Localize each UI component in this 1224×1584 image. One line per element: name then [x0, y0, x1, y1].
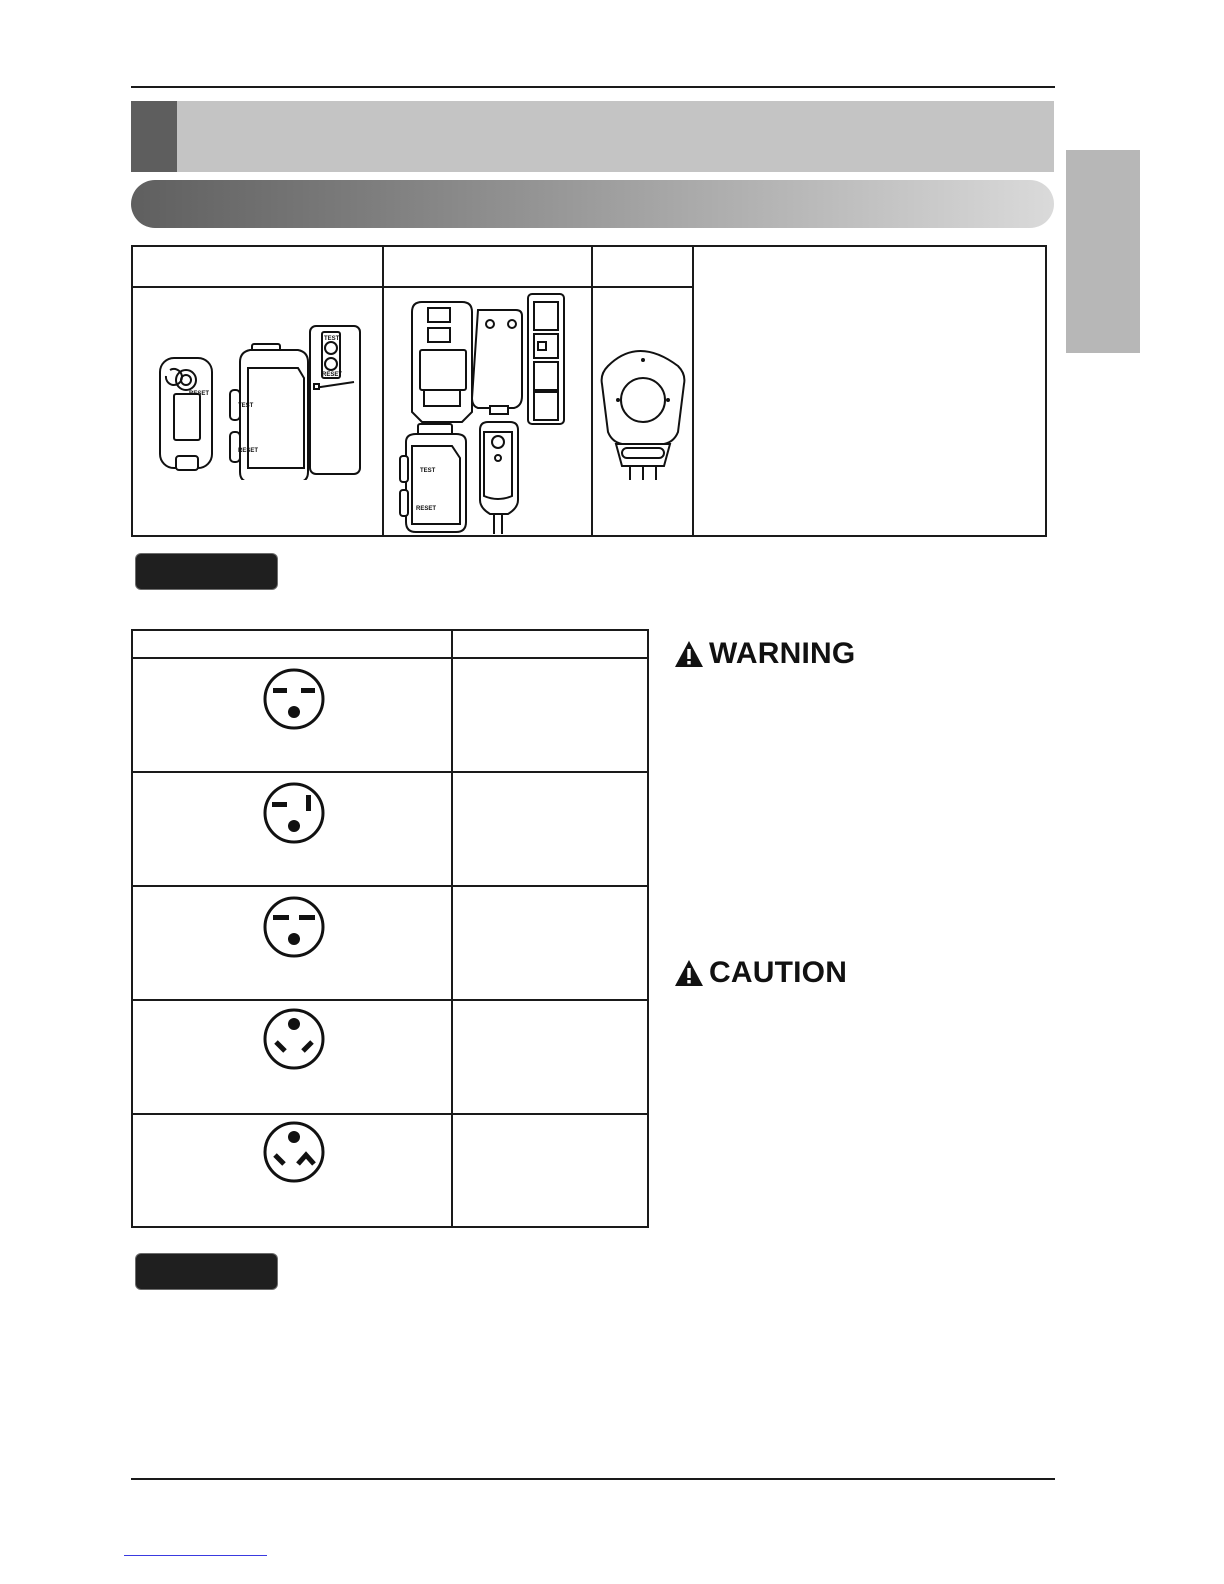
small-gfci-device [160, 358, 212, 470]
receptacle-table-header-rule [131, 657, 649, 659]
gfci-devices-group-2 [398, 292, 588, 534]
strip-gfci-device [528, 294, 564, 424]
receptacle-icon-4 [262, 1007, 326, 1071]
receptacle-table-row-rule-2 [131, 885, 649, 887]
note-label-tag-2 [136, 1254, 277, 1289]
note-label-tag-1 [136, 554, 277, 589]
device-table-header-rule [131, 286, 694, 288]
slim-gfci-device [472, 310, 522, 414]
receptacle-table [131, 629, 649, 1228]
receptacle-icon-2 [262, 781, 326, 845]
svg-text:TEST: TEST [238, 403, 254, 409]
warning-triangle-icon [674, 959, 704, 987]
receptacle-icon-5 [262, 1120, 326, 1184]
section-header-block [131, 101, 177, 172]
tall-gfci-device [412, 302, 472, 422]
top-rule [131, 86, 1055, 88]
caution-title: CAUTION [709, 956, 848, 989]
svg-text:RESET: RESET [238, 448, 259, 454]
warning-triangle-icon [674, 640, 704, 668]
gfci-devices-group-1 [152, 320, 377, 480]
gfci-plug-adapter [596, 330, 690, 480]
svg-text:RESET: RESET [189, 391, 210, 397]
svg-text:RESET: RESET [322, 372, 343, 378]
warning-title: WARNING [709, 637, 856, 670]
section-header-bar [131, 101, 1054, 172]
device-table-divider-3 [692, 245, 694, 537]
side-thumb-tab [1066, 150, 1140, 353]
warning-heading [674, 636, 855, 672]
receptacle-table-row-rule-3 [131, 999, 649, 1001]
caution-heading [674, 955, 847, 991]
large-gfci-device [230, 344, 308, 480]
receptacle-table-row-rule-4 [131, 1113, 649, 1115]
receptacle-table-divider [451, 629, 453, 1228]
receptacle-icon-3 [262, 895, 326, 959]
device-table-divider-1 [382, 245, 384, 537]
receptacle-icon-1 [262, 667, 326, 731]
footer-link-underline[interactable] [124, 1555, 267, 1556]
svg-text:RESET: RESET [416, 506, 437, 512]
rectangular-gfci-device [310, 326, 360, 474]
svg-text:TEST: TEST [420, 468, 436, 474]
device-table-divider-2 [591, 245, 593, 537]
svg-text:TEST: TEST [324, 336, 340, 342]
bottom-rule [131, 1478, 1055, 1480]
lower-gfci-device [400, 424, 466, 532]
receptacle-table-row-rule-1 [131, 771, 649, 773]
plug-end-gfci-device [480, 422, 518, 534]
subheading-pill [131, 180, 1054, 228]
